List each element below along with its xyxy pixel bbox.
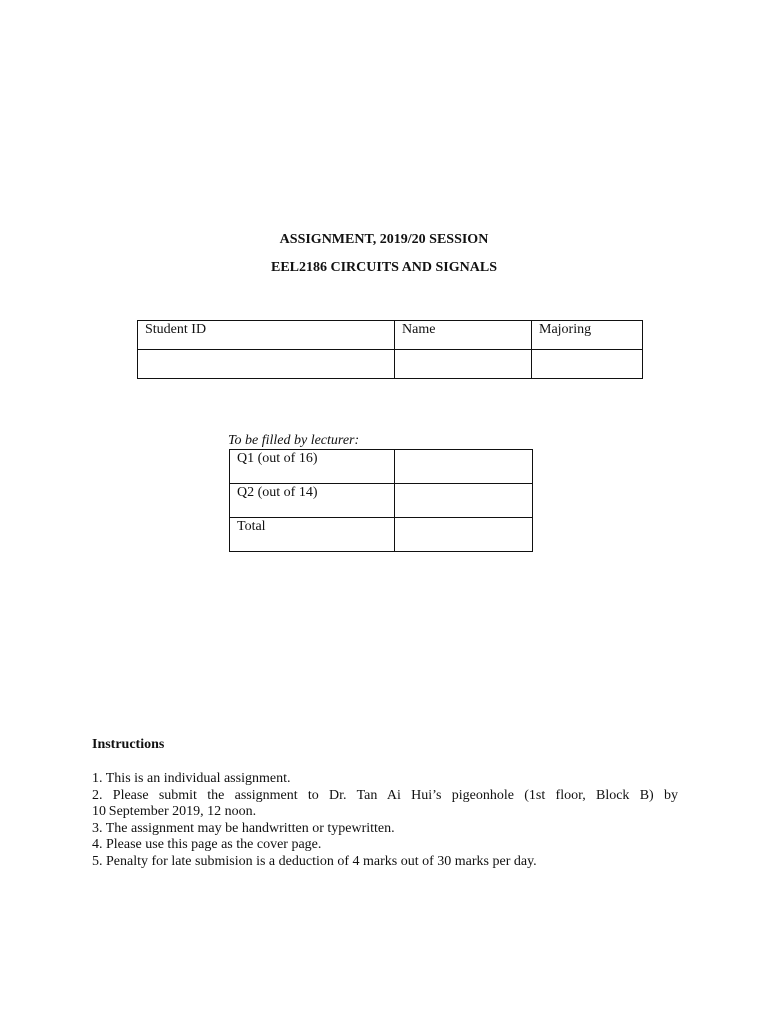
q2-score-cell bbox=[395, 484, 533, 518]
table-row bbox=[230, 484, 533, 518]
name-header: Name bbox=[395, 321, 532, 350]
instruction-item: 5. Penalty for late submision is a deduction of 4 marks out of 30 marks per day. bbox=[92, 853, 537, 869]
majoring-cell bbox=[532, 350, 643, 379]
q1-score-cell bbox=[395, 450, 533, 484]
instruction-item: 3. The assignment may be handwritten or typewritten. bbox=[92, 820, 395, 836]
q1-label-cell: Q1 (out of 16) bbox=[230, 450, 395, 484]
q2-label-cell: Q2 (out of 14) bbox=[230, 484, 395, 518]
instructions-heading: Instructions bbox=[92, 737, 165, 752]
table-row bbox=[230, 518, 533, 552]
student-id-cell bbox=[138, 350, 395, 379]
assignment-title: ASSIGNMENT, 2019/20 SESSION bbox=[279, 232, 489, 247]
total-label-cell: Total bbox=[230, 518, 395, 552]
table-row bbox=[138, 350, 643, 379]
instruction-item: 2. Please submit the assignment to Dr. Tan Ai Hui’s pigeonhole (1st floor, Block B) by bbox=[92, 787, 678, 803]
instructions-list bbox=[92, 771, 678, 870]
name-cell bbox=[395, 350, 532, 379]
student-id-header: Student ID bbox=[138, 321, 395, 350]
table-row bbox=[230, 450, 533, 484]
instruction-item: 4. Please use this page as the cover page. bbox=[92, 837, 322, 852]
course-title: EEL2186 CIRCUITS AND SIGNALS bbox=[270, 260, 497, 275]
lecturer-caption: To be filled by lecturer: bbox=[228, 433, 360, 448]
table-header-row bbox=[138, 321, 643, 350]
total-score-cell bbox=[395, 518, 533, 552]
instruction-item: 10 September 2019, 12 noon. bbox=[92, 804, 257, 819]
instruction-item: 1. This is an individual assignment. bbox=[92, 771, 291, 786]
majoring-header: Majoring bbox=[532, 321, 643, 350]
student-info-table bbox=[137, 320, 643, 379]
marks-table bbox=[229, 449, 533, 552]
